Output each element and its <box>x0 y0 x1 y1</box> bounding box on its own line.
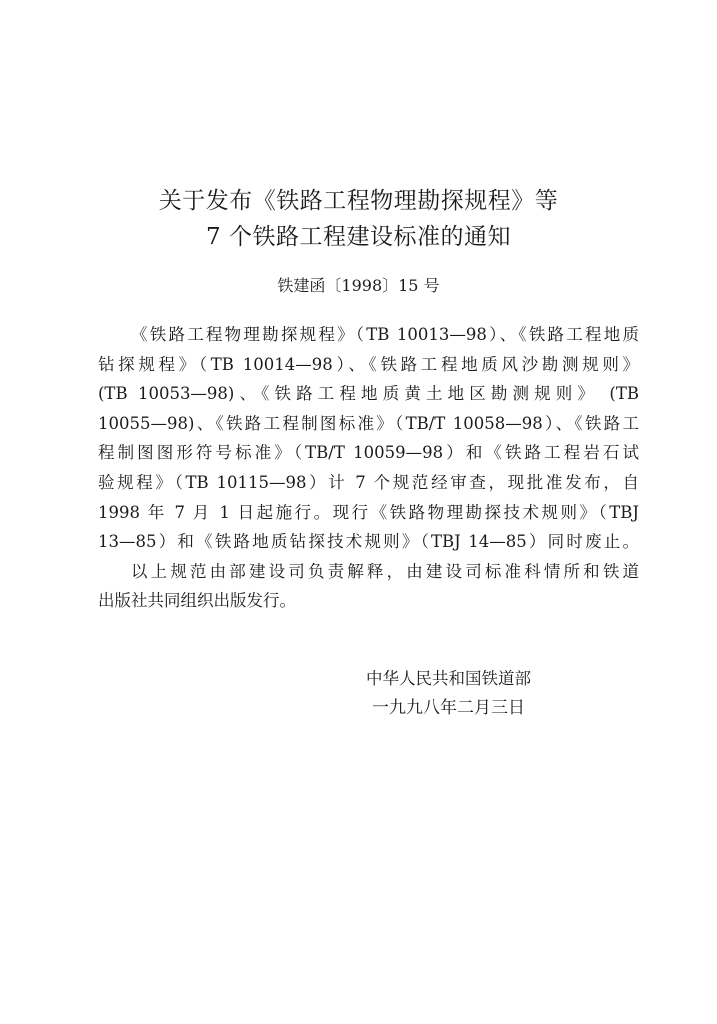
body-line: 钻探规程》（TB 10014—98）、《铁路工程地质风沙勘测规则》 <box>98 354 639 374</box>
body-line: 出版社共同组织出版发行。 <box>98 591 296 611</box>
body-line: 10055—98)、《铁路工程制图标准》（TB/T 10058—98）、《铁路工 <box>98 413 639 433</box>
body-line: 1998 年 7 月 1 日起施行。现行《铁路物理勘探技术规则》（TBJ <box>98 502 639 522</box>
body-line: 《铁路工程物理勘探规程》（TB 10013—98）、《铁路工程地质 <box>131 325 639 344</box>
body-line: 13—85）和《铁路地质钻探技术规则》（TBJ 14—85）同时废止。 <box>98 532 639 552</box>
notice-title-line-1: 关于发布《铁路工程物理勘探规程》等 <box>158 188 559 214</box>
signature-date: 一九九八年二月三日 <box>372 698 525 718</box>
body-line: 验规程》（TB 10115—98）计 7 个规范经审查，现批准发布，自 <box>98 472 639 492</box>
body-line: (TB 10053—98)、《铁路工程地质黄土地区勘测规则》 (TB <box>98 384 639 404</box>
body-line: 以上规范由部建设司负责解释，由建设司标准科情所和铁道 <box>131 561 639 581</box>
notice-body <box>98 320 639 616</box>
body-line: 程制图图形符号标准》（TB/T 10059—98）和《铁路工程岩石试 <box>98 443 639 463</box>
notice-title-line-2: 7 个铁路工程建设标准的通知 <box>206 224 511 250</box>
document-number: 铁建函〔1998〕15 号 <box>277 276 440 295</box>
signature-organization: 中华人民共和国铁道部 <box>366 669 531 688</box>
